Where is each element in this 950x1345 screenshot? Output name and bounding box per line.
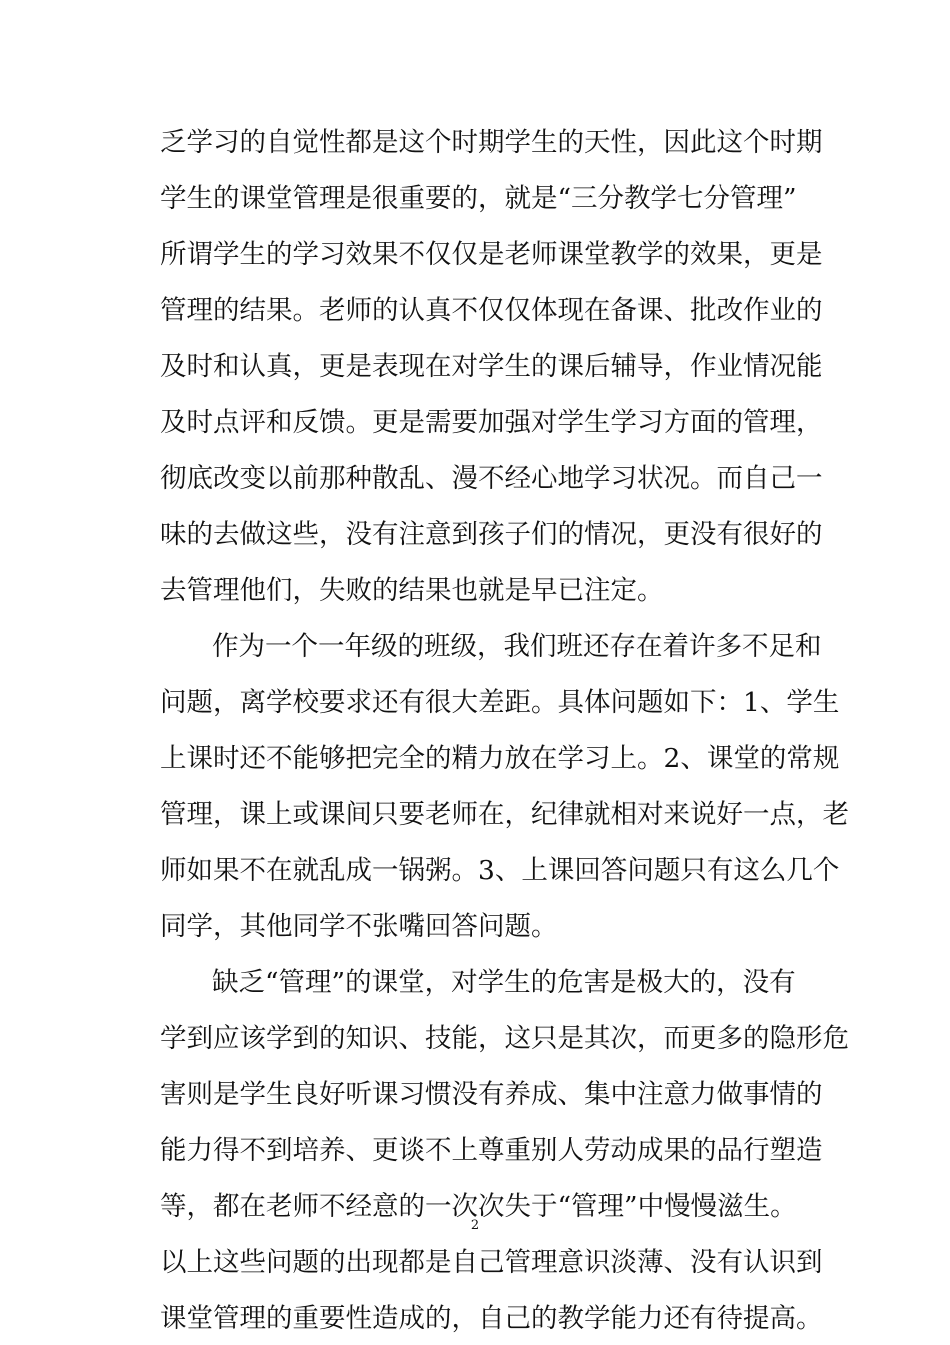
text-line: 等，都在老师不经意的一次次失于“管理”中慢慢滋生。 xyxy=(160,1191,797,1222)
text-line: 学到应该学到的知识、技能，这只是其次，而更多的隐形危 xyxy=(160,1023,849,1054)
text-line: 彻底改变以前那种散乱、漫不经心地学习状况。而自己一 xyxy=(160,463,823,494)
text-line: 管理，课上或课间只要老师在，纪律就相对来说好一点，老 xyxy=(160,799,849,830)
text-line: 能力得不到培养、更谈不上尊重别人劳动成果的品行塑造 xyxy=(160,1135,823,1166)
text-line: 学生的课堂管理是很重要的，就是“三分教学七分管理” xyxy=(160,183,797,214)
text-line: 上课时还不能够把完全的精力放在学习上。2、课堂的常规 xyxy=(160,743,840,774)
text-line: 及时点评和反馈。更是需要加强对学生学习方面的管理， xyxy=(160,407,823,438)
text-line: 同学，其他同学不张嘴回答问题。 xyxy=(160,911,558,942)
paragraph-first-line: 作为一个一年级的班级，我们班还存在着许多不足和 xyxy=(212,631,822,662)
text-line: 管理的结果。老师的认真不仅仅体现在备课、批改作业的 xyxy=(160,295,823,326)
text-line: 及时和认真，更是表现在对学生的课后辅导，作业情况能 xyxy=(160,351,823,382)
text-line: 害则是学生良好听课习惯没有养成、集中注意力做事情的 xyxy=(160,1079,823,1110)
text-line: 味的去做这些，没有注意到孩子们的情况，更没有很好的 xyxy=(160,519,823,550)
text-line: 以上这些问题的出现都是自己管理意识淡薄、没有认识到 xyxy=(160,1247,823,1278)
text-line: 去管理他们，失败的结果也就是早已注定。 xyxy=(160,575,664,606)
text-line: 师如果不在就乱成一锅粥。3、上课回答问题只有这么几个 xyxy=(160,855,840,886)
text-line: 所谓学生的学习效果不仅仅是老师课堂教学的效果，更是 xyxy=(160,239,823,270)
text-line: 问题，离学校要求还有很大差距。具体问题如下：1、学生 xyxy=(160,687,840,718)
text-line: 乏学习的自觉性都是这个时期学生的天性，因此这个时期 xyxy=(160,127,823,158)
paragraph-first-line: 缺乏“管理”的课堂，对学生的危害是极大的，没有 xyxy=(212,967,796,998)
text-line: 课堂管理的重要性造成的，自己的教学能力还有待提高。 xyxy=(160,1303,823,1334)
page-number: 2 xyxy=(470,1218,480,1233)
